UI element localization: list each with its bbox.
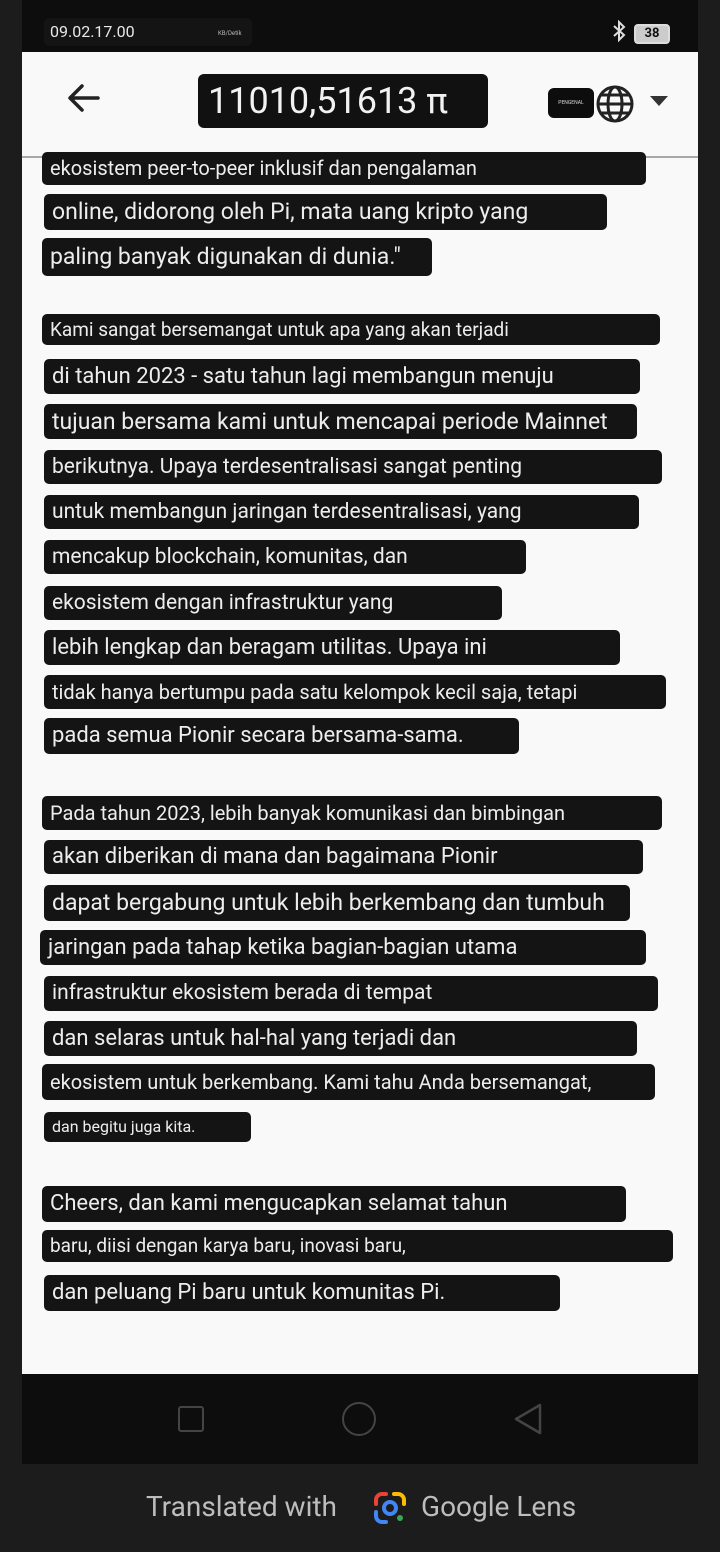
status-speed: KB/Detik: [218, 30, 242, 37]
status-time-text: 09.02.17.00: [50, 22, 135, 41]
battery-icon: 38: [634, 24, 670, 44]
status-time: [44, 18, 252, 46]
google-lens-label: Google Lens: [421, 1490, 577, 1523]
text-line: ekosistem dengan infrastruktur yang: [44, 586, 502, 620]
text-line: lebih lengkap dan beragam utilitas. Upaya ini: [44, 630, 620, 665]
text-line: akan diberikan di mana dan bagaimana Pionir: [44, 840, 643, 874]
text-line: Kami sangat bersemangat untuk apa yang akan terjadi: [42, 314, 660, 345]
text-line: online, didorong oleh Pi, mata uang kripto yang: [44, 194, 607, 230]
lens-footer: [0, 1464, 720, 1552]
app-header: [22, 52, 698, 158]
text-line: infrastruktur ekosistem berada di tempat: [44, 976, 658, 1011]
text-line: pada semua Pionir secara bersama-sama.: [44, 718, 519, 754]
text-line: berikutnya. Upaya terdesentralisasi sangat penting: [44, 450, 662, 484]
text-line: Pada tahun 2023, lebih banyak komunikasi dan bimbingan: [42, 796, 662, 830]
home-button[interactable]: [342, 1402, 376, 1436]
text-line: paling banyak digunakan di dunia.": [42, 238, 432, 276]
google-lens-icon: [372, 1490, 408, 1526]
translated-with-label: Translated with: [146, 1490, 337, 1523]
text-line: untuk membangun jaringan terdesentralisasi, yang: [44, 495, 639, 529]
text-line: dapat bergabung untuk lebih berkembang dan tumbuh: [44, 885, 630, 921]
text-line: Cheers, dan kami mengucapkan selamat tahun: [42, 1186, 626, 1222]
chevron-down-icon[interactable]: [650, 96, 668, 106]
text-line: baru, diisi dengan karya baru, inovasi baru,: [42, 1230, 673, 1262]
status-bar: [22, 0, 698, 52]
text-line: jaringan pada tahap ketika bagian-bagian utama: [40, 930, 646, 965]
text-line: di tahun 2023 - satu tahun lagi membangun menuju: [44, 359, 640, 394]
text-line: dan selaras untuk hal-hal yang terjadi dan: [44, 1021, 637, 1056]
text-line: tujuan bersama kami untuk mencapai periode Mainnet: [44, 404, 637, 439]
navigation-bar: [22, 1374, 698, 1464]
back-arrow-icon[interactable]: [62, 80, 106, 124]
language-pill[interactable]: PENGENAL: [548, 88, 594, 118]
text-line: dan begitu juga kita.: [44, 1112, 251, 1142]
text-line: ekosistem untuk berkembang. Kami tahu Anda bersemangat,: [42, 1064, 655, 1100]
text-line: ekosistem peer-to-peer inklusif dan pengalaman: [42, 152, 646, 185]
text-line: dan peluang Pi baru untuk komunitas Pi.: [44, 1275, 560, 1311]
recents-button[interactable]: [178, 1406, 204, 1432]
globe-icon[interactable]: [595, 84, 635, 124]
pi-balance: 11010,51613 π: [198, 74, 488, 128]
back-triangle-icon[interactable]: [512, 1402, 544, 1436]
text-line: tidak hanya bertumpu pada satu kelompok kecil saja, tetapi: [44, 675, 666, 709]
bluetooth-icon: [612, 20, 626, 47]
text-line: mencakup blockchain, komunitas, dan: [44, 540, 526, 574]
translated-article: [22, 158, 698, 1374]
